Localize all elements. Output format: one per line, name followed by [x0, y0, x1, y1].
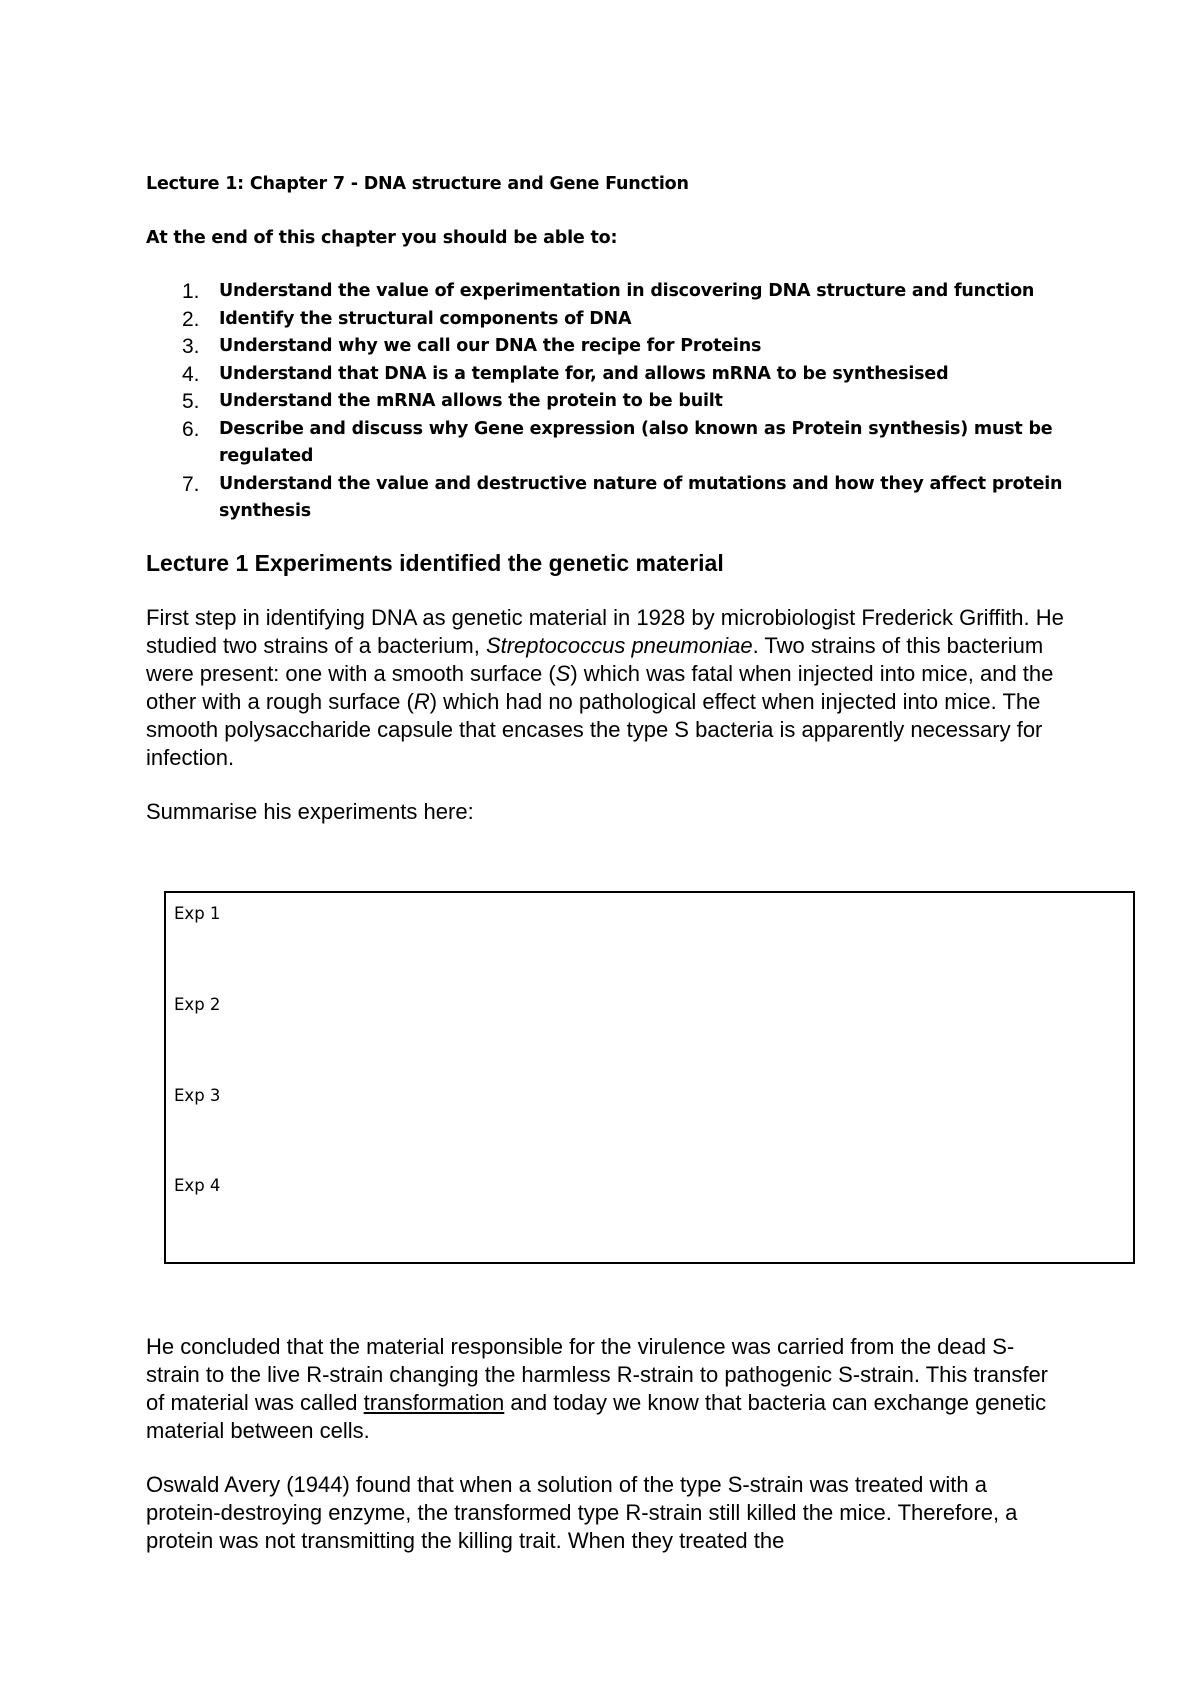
objectives-intro: At the end of this chapter you should be able to: [146, 228, 618, 248]
griffith-text-1: First step in identifying DNA as genetic material in 1928 by microbiologist Frederick Griffith. He studied two strains of a bacterium, [146, 604, 1064, 658]
objective-item [146, 333, 1066, 361]
conclusion-paragraph [146, 1333, 1066, 1445]
objective-text: Understand why we call our DNA the recipe for Proteins [219, 336, 762, 356]
document-lower-section [146, 1333, 1066, 1555]
objective-number: 4. [182, 362, 200, 386]
strain-r-label: R [413, 688, 430, 714]
objective-number: 7. [182, 472, 200, 496]
objective-number: 5. [182, 390, 200, 413]
objective-item [146, 471, 1066, 526]
objective-text: Understand the mRNA allows the protein to be built [219, 391, 723, 411]
griffith-text-2: . Two strains of this bacterium were present: one with a smooth surface ( [146, 632, 1044, 686]
experiments-answer-box[interactable] [164, 891, 1135, 1264]
objective-item [146, 278, 1066, 306]
avery-paragraph: Oswald Avery (1944) found that when a solution of the type S-strain was treated with a protein-destroying enzyme, the transformed type R-strain still killed the mice. Therefore, a protein was not transmitting the killing trait. When they treated the [146, 1472, 1018, 1553]
document-title: Lecture 1: Chapter 7 - DNA structure and Gene Function [146, 174, 689, 194]
conclusion-text-2: and today we know that bacteria can exchange genetic material between cells. [146, 1390, 1047, 1443]
objective-text: Understand the value of experimentation in discovering DNA structure and function [219, 281, 1035, 301]
document-page [146, 172, 1066, 826]
strain-s-label: S [555, 660, 571, 686]
objective-item [146, 361, 1066, 389]
objectives-list [146, 278, 1066, 526]
objective-item [146, 306, 1066, 334]
objective-item [146, 388, 1066, 416]
exp-label: Exp 4 [174, 1176, 221, 1195]
objective-text: Understand that DNA is a template for, and allows mRNA to be synthesised [219, 363, 949, 384]
objective-number: 6. [182, 417, 200, 441]
griffith-text-3: ) which was fatal when injected into mice, and the other with a rough surface ( [146, 660, 1054, 714]
objective-number: 2. [182, 307, 200, 331]
exp-label: Exp 1 [174, 904, 221, 923]
griffith-text-4: ) which had no pathological effect when injected into mice. The smooth polysaccharide capsule that encases the type S bacteria is apparently necessary for infection. [146, 688, 1043, 770]
griffith-paragraph [146, 604, 1066, 772]
objective-text: Identify the structural components of DNA [219, 308, 632, 329]
conclusion-text-1: He concluded that the material responsible for the virulence was carried from the dead S-strain to the live R-strain changing the harmless R-strain to pathogenic S-strain. This transfer of material was called [146, 1334, 1048, 1415]
exp-label: Exp 3 [174, 1086, 221, 1105]
objective-item [146, 416, 1066, 471]
species-name: Streptococcus pneumoniae [485, 632, 753, 658]
objective-text: Describe and discuss why Gene expression (also known as Protein synthesis) must be regulated [219, 418, 1053, 466]
transformation-term: transformation [363, 1390, 505, 1415]
summarise-prompt: Summarise his experiments here: [146, 798, 474, 824]
objective-text: Understand the value and destructive nature of mutations and how they affect protein synthesis [219, 473, 1063, 521]
section-heading: Lecture 1 Experiments identified the genetic material [146, 549, 724, 576]
exp-label: Exp 2 [174, 995, 221, 1014]
objective-number: 3. [182, 335, 200, 358]
objective-number: 1. [182, 280, 200, 303]
